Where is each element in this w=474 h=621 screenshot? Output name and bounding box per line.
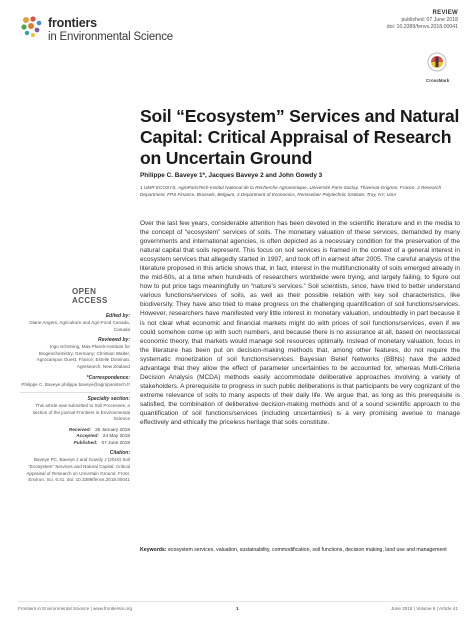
affiliations: 1 UMR ECOSYS, AgroParisTech-Institut National de la Recherche Agronomique, Université Paris-Saclay, Thiverval-Grignon, France, 2 Research Department, FPS Finance, Brussels, Belgium, 3 Department of Economics, Rensselaer Polytechnic Institute, Troy, NY, USA: [140, 185, 442, 197]
frontiers-logo-icon: [18, 14, 44, 40]
published-date: published: 07 June 2018: [401, 17, 458, 23]
edited-by-text: Diane Angers, Agriculture and Agri-Food Canada, Canada: [29, 320, 130, 332]
publisher-name: frontiers: [48, 16, 97, 30]
footer-divider: [18, 601, 458, 602]
correspondence-text[interactable]: Philippe C. Baveye philippe.baveye@agroparistech.fr: [21, 381, 130, 387]
specialty-section-text: This article was submitted to Soil Processes, a section of the journal Frontiers in Environmental Science: [32, 403, 130, 422]
keywords: [140, 546, 460, 554]
reviewed-by: [20, 337, 130, 370]
sidebar: [20, 287, 130, 488]
keywords-label: Keywords:: [140, 547, 167, 553]
received-label: Received:: [68, 426, 92, 432]
keywords-text: ecosystem services, valuation, sustainability, commodification, soil functions, decision making, land use and management: [167, 547, 447, 553]
crossmark-badge[interactable]: [426, 52, 448, 83]
accepted-label: Accepted:: [76, 433, 99, 439]
open-access-badge: OPEN ACCESS: [72, 287, 108, 305]
reviewed-by-label: Reviewed by:: [98, 337, 130, 344]
article-title: Soil “Ecosystem” Services and Natural Capital: Critical Appraisal of Research on Uncertain Ground: [140, 106, 460, 168]
published-row: [20, 440, 130, 447]
page-number: 1: [236, 606, 239, 611]
author-list: Philippe C. Baveye 1*, Jacques Baveye 2 and John Gowdy 3: [140, 172, 323, 179]
crossmark-label: CrossMark: [426, 78, 450, 83]
received-date: 25 January 2018: [95, 426, 130, 432]
footer-journal-link[interactable]: Frontiers in Environmental Science | www.frontiersin.org: [18, 606, 133, 611]
sidebar-divider: [20, 392, 130, 393]
citation: [20, 450, 130, 483]
article-meta: [387, 10, 458, 31]
article-type: REVIEW: [432, 10, 458, 16]
edited-by: [20, 313, 130, 333]
abstract: Over the last few years, considerable attention has been devoted in the scientific literature and in the media to the concept of “ecosystem” services of soils. The monetary valuation of these services, demanded by many governments and international agencies, is often depicted as a necessary condition for the preservation of the natural capital that soils represent. This focus on soil services is framed in the context of a general interest in ecosystem services that allegedly started in 1997, and took off in earnest after 2005. The careful analysis of the literature proposed in this article shows that, in fact, interest in the multifunctionality of soils emerged already in the mid-60s, at a time when hundreds of researchers worldwide were trying, and largely failing, to figure out how to put price tags meaningfully on “nature's services.” Soil scientists, since, have tried to better understand various functions/services of soils, as well as their possible relation with key soil characteristics, like biodiversity. They have also tried to make progress on the challenging quantification of soil functions/services. However, researchers have manifested very little interest in monetary valuation, undoubtedly in part because it is not clear what economic and financial markets might do with prices of soil functions/services, even if we could somehow come up with such numbers, and because there is no assurance at all, based on neoclassical economic theory, that markets would manage soil resources optimally. Instead of monetary valuation, focus in the literature has been put on decision-making methods that, among other features, do not require the systematic monetization of soil functions/services. Bayesian Belief Networks (BBNs) have the added advantage that they allow the effect of parameter uncertainties to be accounted for, whereas Multi-Criteria Decision Analysis (MCDA) methods easily accommodate deliberative approaches involving a variety of stakeholders. A prerequisite to progress in such public deliberations is that participants be very cognizant of the extreme relevance of soils to many aspects of their daily life. We argue that, as long as this prerequisite is satisfied, the combination of deliberative decision-making methods and of a sound scientific approach to the quantification of soil functions/services (including uncertainties) is a very promising avenue to manage effectively and ethically the priceless heritage that soils constitute.: [140, 220, 460, 427]
crossmark-icon: [427, 52, 447, 72]
reviewed-by-text: Ingo Schöning, Max-Planck-Institute for Biogeochemistry, Germany; Christian Walter, Agrocampus Ouest, France; Estelle Dominati, Agresearch, New Zealand: [36, 344, 130, 369]
published-date-side: 07 June 2018: [101, 439, 130, 445]
correspondence-label: *Correspondence:: [86, 374, 130, 381]
edited-by-label: Edited by:: [105, 313, 130, 319]
published-label: Published:: [73, 439, 98, 445]
frontiers-logo: [18, 14, 188, 50]
specialty-section-label: Specialty section:: [87, 396, 130, 403]
doi-link[interactable]: doi: 10.3389/fenvs.2018.00041: [386, 24, 458, 30]
correspondence: [20, 375, 130, 389]
dates: [20, 427, 130, 447]
footer-issue: June 2018 | Volume 6 | Article 41: [391, 606, 458, 611]
journal-name: in Environmental Science: [48, 31, 173, 43]
accepted-date: 24 May 2018: [102, 433, 130, 439]
specialty-section: [20, 396, 130, 423]
citation-text: Baveye PC, Baveye J and Gowdy J (2018) Soil “Ecosystem” Services and Natural Capital: Critical Appraisal of Research on Uncertain Ground. Front. Environ. Sci. 6:41. doi: 10.3389/fenvs.2018.00041: [26, 457, 130, 483]
citation-label: Citation:: [109, 450, 130, 457]
